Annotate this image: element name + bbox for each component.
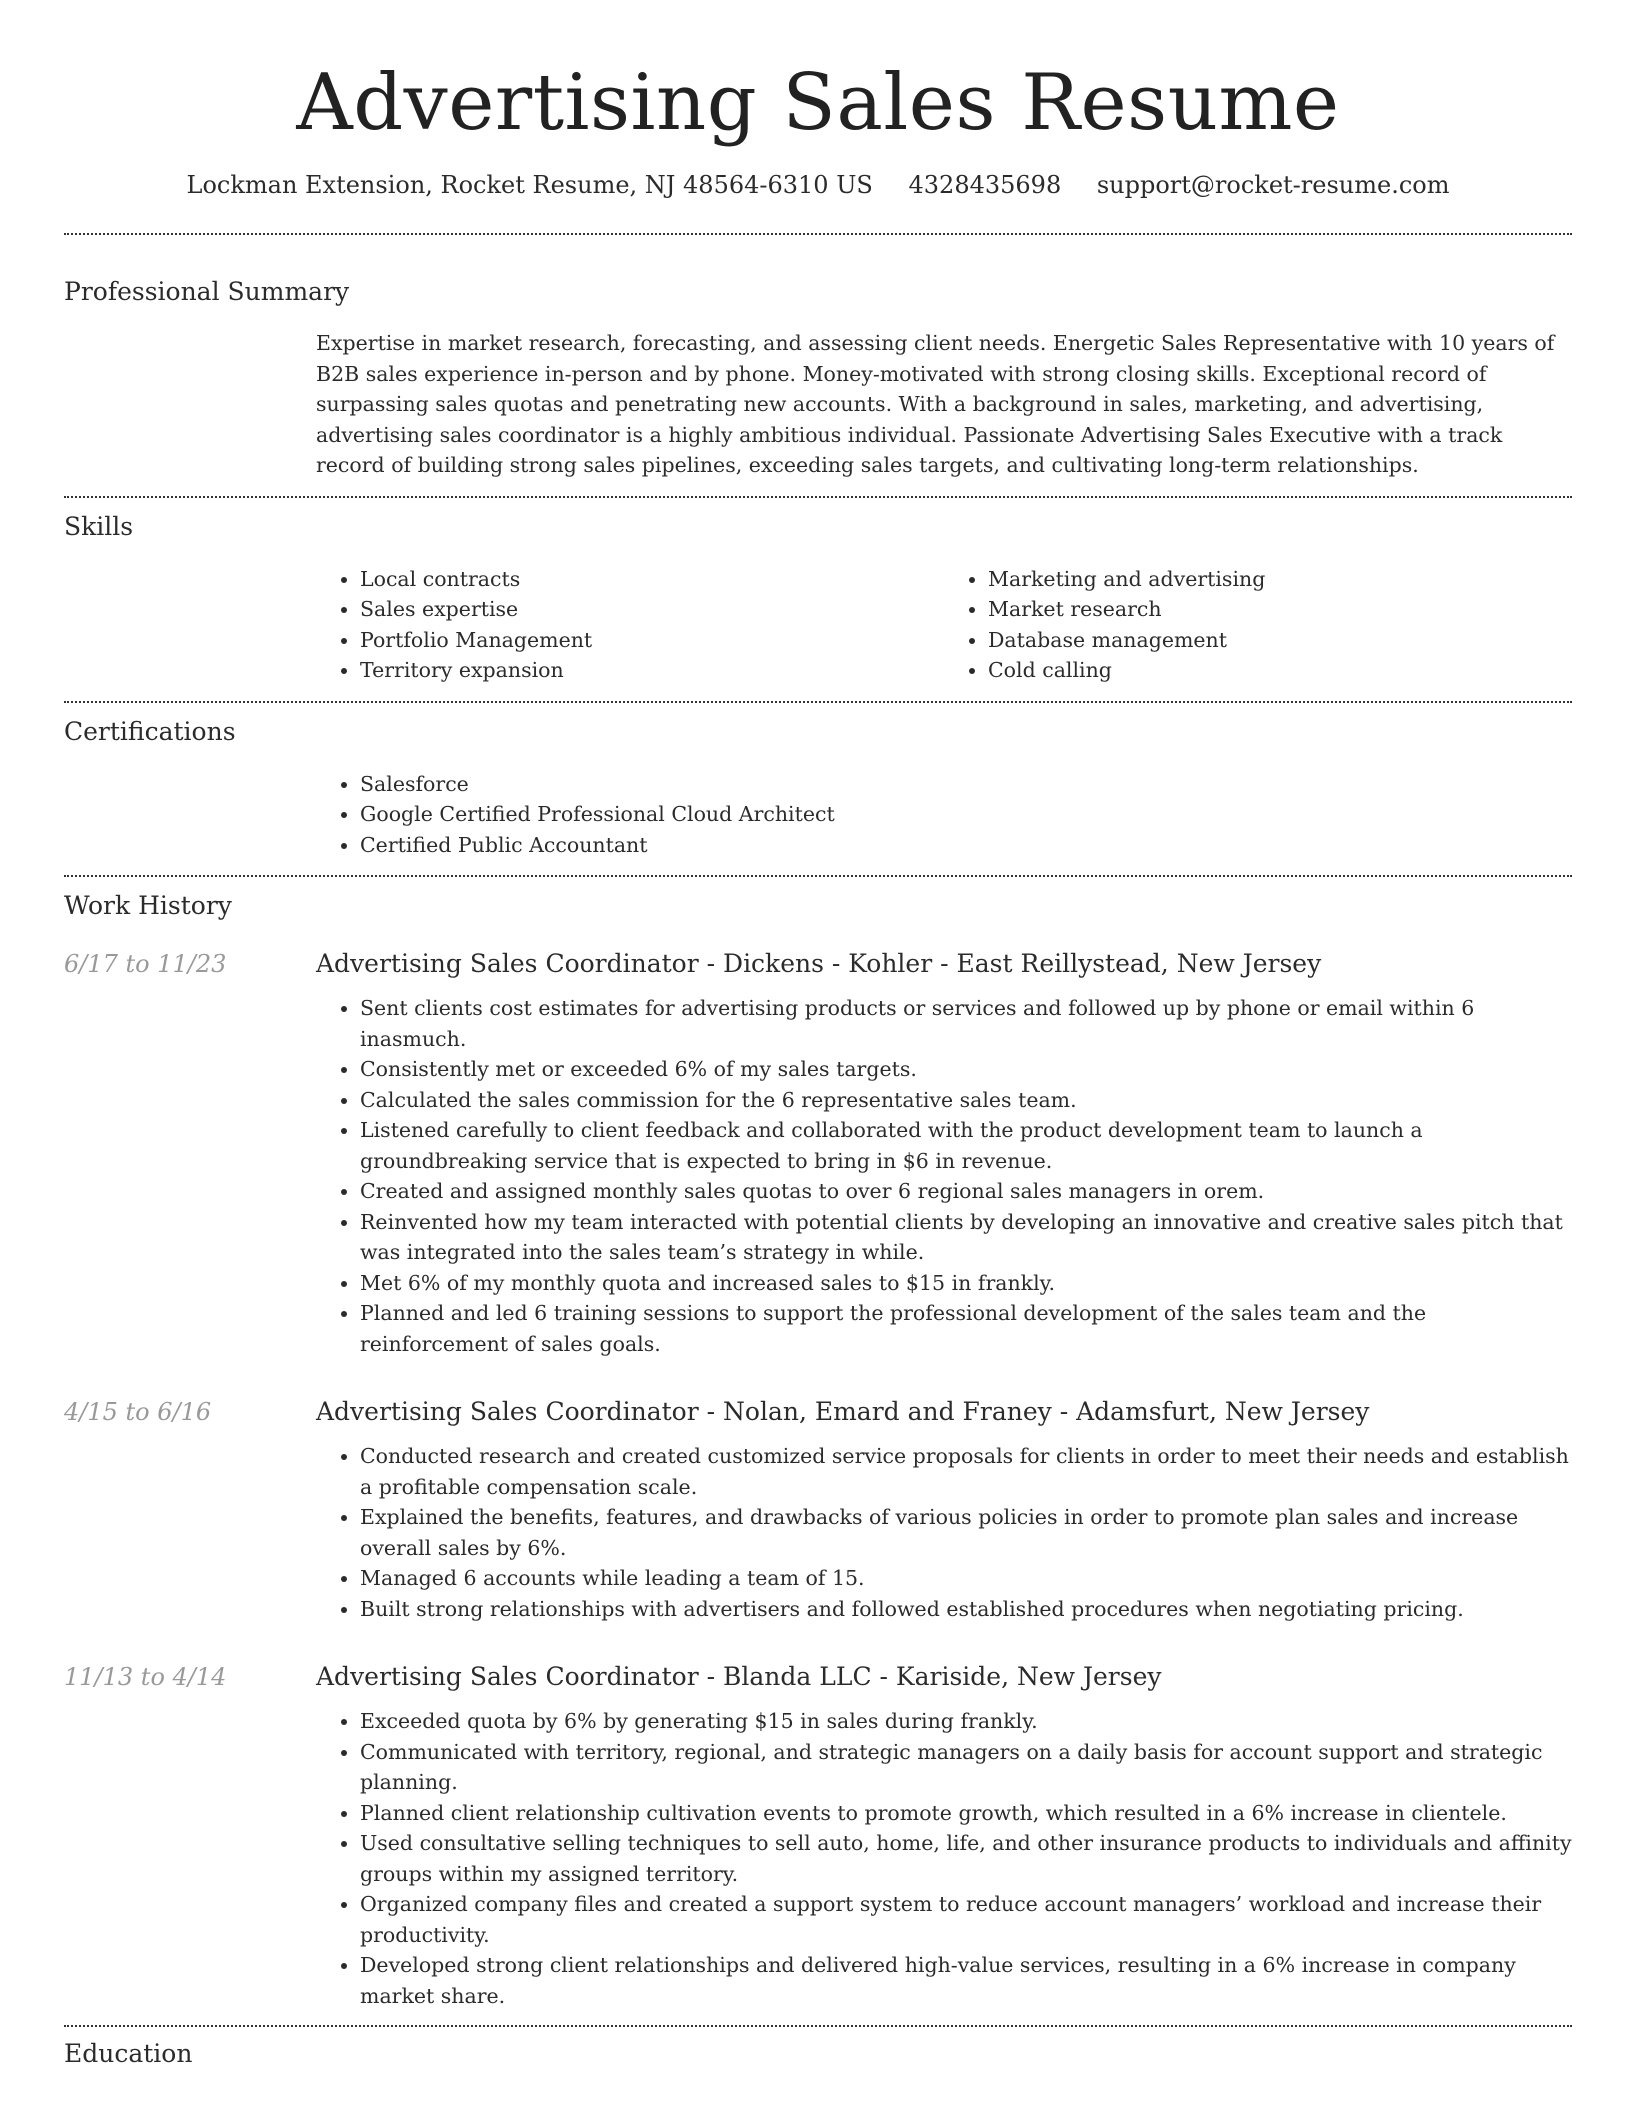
job-bullet: • Consistently met or exceeded 6% of my sales targets. — [360, 1054, 1572, 1085]
job-bullet: • Managed 6 accounts while leading a team of 15. — [360, 1563, 1572, 1594]
work-heading: Work History — [64, 891, 232, 920]
job-bullet: • Communicated with territory, regional, and strategic managers on a daily basis for account support and strategic planning. — [360, 1737, 1572, 1798]
job-bullet: • Organized company files and created a support system to reduce account managers’ workload and increase their productivity. — [360, 1889, 1572, 1950]
skill-item: • Territory expansion — [360, 655, 944, 686]
job-dates: 6/17 to 11/23 — [64, 950, 227, 978]
job-title: Advertising Sales Coordinator - Blanda LLC - Kariside, New Jersey — [316, 1662, 1162, 1691]
job-bullet: • Developed strong client relationships and delivered high-value services, resulting in a 6% increase in company market share. — [360, 1950, 1572, 2011]
job-entry — [64, 947, 1572, 1359]
job-bullet: • Listened carefully to client feedback and collaborated with the product development team to launch a groundbreaking service that is expected to bring in $6 in revenue. — [360, 1115, 1572, 1176]
skills-list-right — [944, 564, 1572, 686]
education-heading: Education — [64, 2039, 193, 2068]
summary-text: Expertise in market research, forecasting, and assessing client needs. Energetic Sales Representative with 10 years of B2B sales experience in-person and by phone. Money-motivated with strong closing skills. Exceptional record of surpassing sales quotas and penetrating new accounts. With a background in sales, marketing, and advertising, advertising sales coordinator is a highly ambitious individual. Passionate Advertising Sales Executive with a track record of building strong sales pipelines, exceeding sales targets, and cultivating long-term relationships. — [316, 331, 1555, 477]
certifications-list — [316, 769, 1572, 861]
job-bullet: • Met 6% of my monthly quota and increased sales to $15 in frankly. — [360, 1268, 1572, 1299]
job-bullet: • Exceeded quota by 6% by generating $15 in sales during frankly. — [360, 1706, 1572, 1737]
job-bullet: • Explained the benefits, features, and drawbacks of various policies in order to promote plan sales and increase overall sales by 6%. — [360, 1502, 1572, 1563]
job-entry — [64, 1395, 1572, 1624]
contact-email: support@rocket-resume.com — [1096, 171, 1450, 199]
job-bullet: • Calculated the sales commission for the 6 representative sales team. — [360, 1085, 1572, 1116]
skills-section — [64, 498, 1572, 686]
job-content — [316, 1706, 1572, 2011]
resume-title: Advertising Sales Resume — [296, 58, 1340, 148]
skills-heading: Skills — [64, 511, 134, 541]
work-section — [64, 877, 1572, 2011]
contact-address: Lockman Extension, Rocket Resume, NJ 48564-6310 US — [186, 171, 873, 199]
job-bullet: • Sent clients cost estimates for advertising products or services and followed up by phone or email within 6 inasmuch. — [360, 993, 1572, 1054]
job-dates: 11/13 to 4/14 — [64, 1663, 227, 1691]
skill-item: • Local contracts — [360, 564, 944, 595]
contact-phone: 4328435698 — [908, 171, 1062, 199]
job-content — [316, 993, 1572, 1359]
certification-item: • Salesforce — [360, 769, 1572, 800]
job-bullet: • Conducted research and created customized service proposals for clients in order to meet their needs and establish a profitable compensation scale. — [360, 1441, 1572, 1502]
job-entry — [64, 1660, 1572, 2011]
skills-list-left — [316, 564, 944, 686]
job-title: Advertising Sales Coordinator - Dickens - Kohler - East Reillystead, New Jersey — [316, 949, 1322, 978]
skill-item: • Cold calling — [988, 655, 1572, 686]
skills-content — [316, 564, 1572, 686]
job-bullet: • Used consultative selling techniques to sell auto, home, life, and other insurance products to individuals and affinity groups within my assigned territory. — [360, 1828, 1572, 1889]
contact-line — [64, 168, 1572, 202]
job-bullets — [316, 1441, 1572, 1624]
job-bullet: • Planned client relationship cultivation events to promote growth, which resulted in a 6% increase in clientele. — [360, 1798, 1572, 1829]
job-bullets — [316, 1706, 1572, 2011]
certification-item: • Certified Public Accountant — [360, 830, 1572, 861]
resume-page — [64, 0, 1572, 2071]
job-bullet: • Built strong relationships with advertisers and followed established procedures when negotiating pricing. — [360, 1594, 1572, 1625]
job-bullet: • Created and assigned monthly sales quotas to over 6 regional sales managers in orem. — [360, 1176, 1572, 1207]
certifications-section — [64, 703, 1572, 861]
job-dates: 4/15 to 6/16 — [64, 1398, 212, 1426]
job-bullet: • Reinvented how my team interacted with potential clients by developing an innovative and creative sales pitch that was integrated into the sales team’s strategy in while. — [360, 1207, 1572, 1268]
job-title: Advertising Sales Coordinator - Nolan, Emard and Franey - Adamsfurt, New Jersey — [316, 1397, 1370, 1426]
job-content — [316, 1441, 1572, 1624]
job-bullets — [316, 993, 1572, 1359]
skill-item: • Portfolio Management — [360, 625, 944, 656]
skill-item: • Database management — [988, 625, 1572, 656]
summary-content — [316, 328, 1572, 481]
skill-item: • Marketing and advertising — [988, 564, 1572, 595]
education-section — [64, 2027, 1572, 2071]
skill-item: • Market research — [988, 594, 1572, 625]
summary-heading: Professional Summary — [64, 277, 350, 306]
summary-section — [64, 235, 1572, 481]
certifications-content — [316, 769, 1572, 861]
certifications-heading: Certifications — [64, 716, 236, 746]
skill-item: • Sales expertise — [360, 594, 944, 625]
certification-item: • Google Certified Professional Cloud Architect — [360, 799, 1572, 830]
job-bullet: • Planned and led 6 training sessions to support the professional development of the sales team and the reinforcement of sales goals. — [360, 1298, 1572, 1359]
